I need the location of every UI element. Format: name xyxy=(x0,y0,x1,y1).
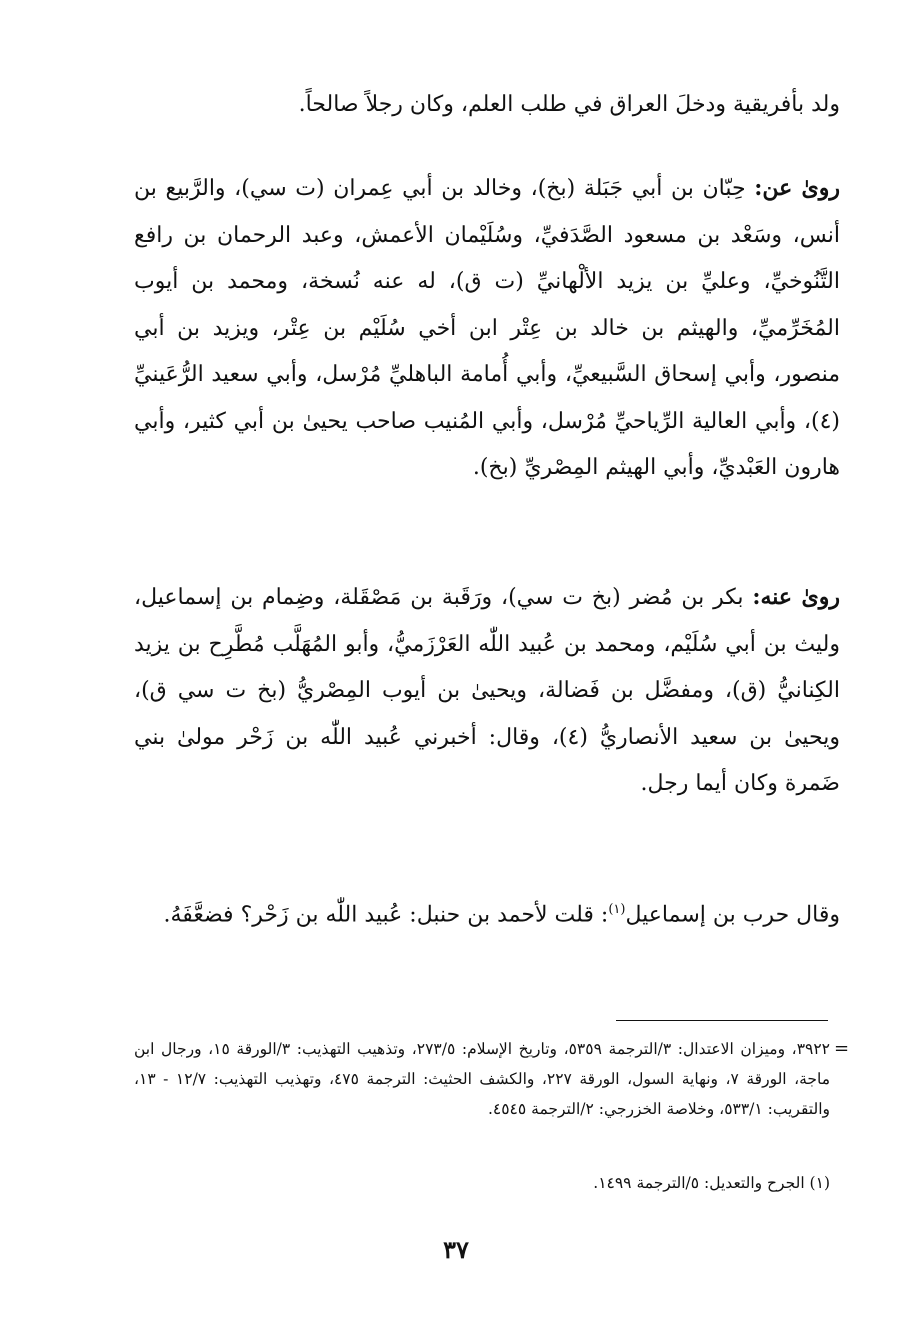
page-number: ٣٧ xyxy=(443,1235,469,1264)
paragraph-text: حِبّان بن أبي جَبَلة (بخ)، وخالد بن أبي عِمران (ت سي)، والرَّبيع بن أنس، وسَعْد بن مسعود الصَّدَفيِّ، وسُلَيْمان الأعمش، وعبد الرحمان بن رافع التَّنُوخيِّ، وعليِّ بن يزيد الألْهانيِّ (ت ق)، له عنه نُسخة، ومحمد بن أيوب المُخَرِّميِّ، والهيثم بن خالد بن عِتْر ابن أخي سُلَيْم بن عِتْر، ويزيد بن أبي منصور، وأبي إسحاق السَّبيعيِّ، وأبي أُمامة الباهليِّ مُرْسل، وأبي سعيد الرُّعَينيِّ (٤)، وأبي العالية الرِّياحيِّ مُرْسل، وأبي المُنيب صاحب يحيىٰ بن أبي كثير، وأبي هارون العَبْديِّ، وأبي الهيثم المِصْريِّ (بخ). xyxy=(134,176,840,480)
paragraph-heading: روىٰ عنه: xyxy=(752,584,840,610)
footnote-1: (١) الجرح والتعديل: ٥/الترجمة ١٤٩٩. xyxy=(593,1174,830,1192)
paragraph-text: ولد بأفريقية ودخلَ العراق في طلب العلم، وكان رجلاً صالحاً. xyxy=(298,92,840,117)
paragraph-narrated-from xyxy=(134,165,840,492)
paragraph-harb-quote xyxy=(134,887,840,939)
footnote-sources: ٣٩٢٢، وميزان الاعتدال: ٣/الترجمة ٥٣٥٩، وتاريخ الإسلام: ٢٧٣/٥، وتذهيب التهذيب: ٣/الورقة ١٥، ورجال ابن ماجة، الورقة ٧، ونهاية السول، الورقة ٢٢٧، والكشف الحثيث: الترجمة ٤٧٥، وتهذيب التهذيب: ١٢/٧ - ١٣، والتقريب: ٥٣٣/١، وخلاصة الخزرجي: ٢/الترجمة ٤٥٤٥. xyxy=(134,1040,831,1118)
footnote-ref: (١) xyxy=(608,902,626,917)
paragraph-narrated-by xyxy=(134,574,840,808)
paragraph-text: : قلت لأحمد بن حنبل: عُبيد اللّٰه بن زَحْر؟ فضعَّفَهُ. xyxy=(163,902,609,928)
paragraph-text: وقال حرب بن إسماعيل xyxy=(625,902,840,928)
paragraph-birth xyxy=(134,82,840,129)
footnote-divider xyxy=(616,1020,828,1021)
continuation-mark: = xyxy=(834,1038,850,1059)
paragraph-text: بكر بن مُضر (بخ ت سي)، ورَقَبة بن مَصْقَلة، وضِمام بن إسماعيل، وليث بن أبي سُلَيْم، ومحمد بن عُبيد اللّٰه العَرْزَميُّ، وأبو المُهَلَّب مُطَّرِح بن يزيد الكِنانيُّ (ق)، ومفضَّل بن فَضالة، ويحيىٰ بن أيوب المِصْريُّ (بخ ت سي ق)، ويحيىٰ بن سعيد الأنصاريُّ (٤)، وقال: أخبرني عُبيد اللّٰه بن زَحْر مولىٰ بني ضَمرة وكان أيما رجل. xyxy=(134,585,840,796)
paragraph-heading: روىٰ عن: xyxy=(754,175,840,201)
